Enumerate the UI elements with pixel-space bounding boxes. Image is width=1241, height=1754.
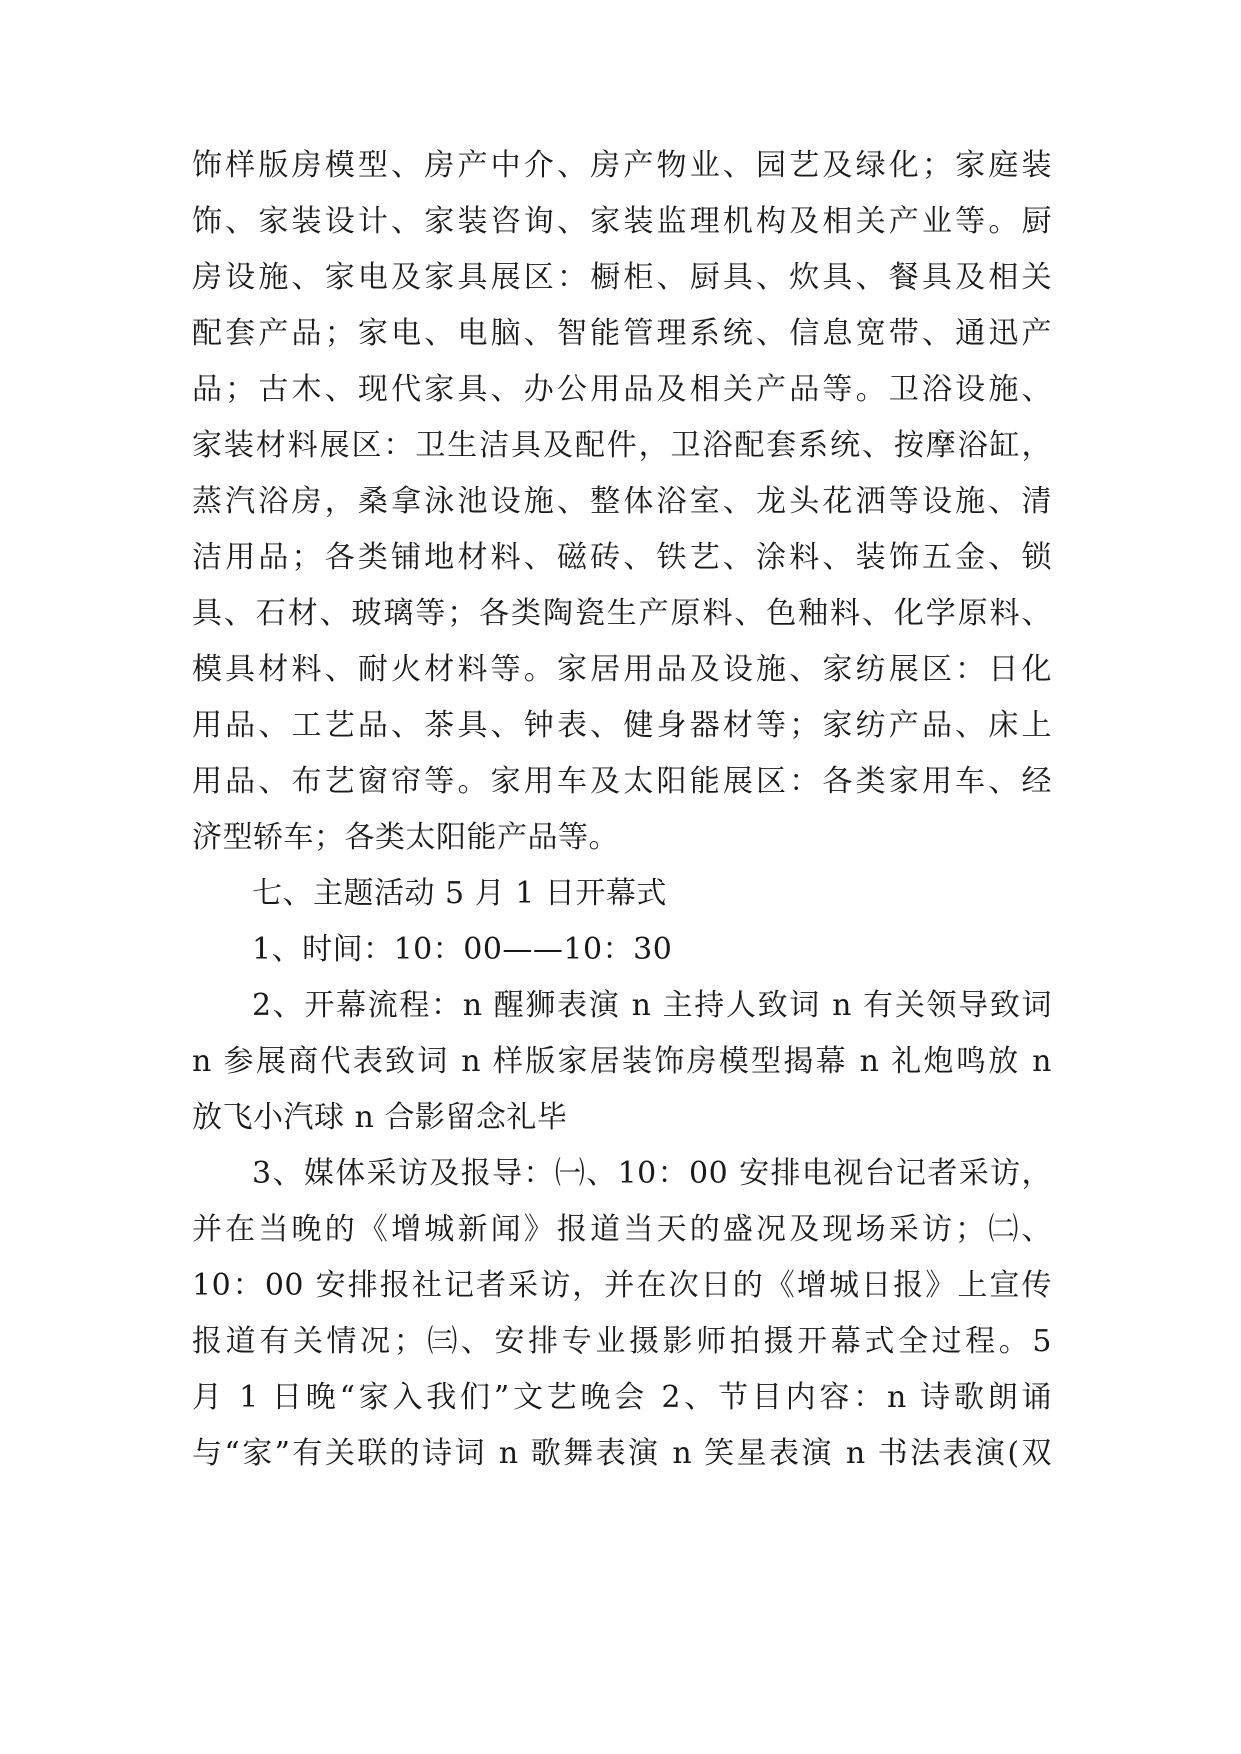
text-line: 月 1 日晚“家入我们”文艺晚会 2、节目内容：n 诗歌朗诵 <box>192 1380 1052 1415</box>
text-line: 配套产品；家电、电脑、智能管理系统、信息宽带、通迅产 <box>192 316 1052 351</box>
text-line: 报道有关情况；㈢、安排专业摄影师拍摄开幕式全过程。5 <box>192 1324 1052 1359</box>
text-line: n 参展商代表致词 n 样版家居装饰房模型揭幕 n 礼炮鸣放 n <box>192 1044 1052 1079</box>
text-line: 并在当晚的《增城新闻》报道当天的盛况及现场采访；㈡、 <box>192 1212 1052 1247</box>
text-line: 放飞小汽球 n 合影留念礼毕 <box>192 1100 568 1135</box>
text-line: 家装材料展区：卫生洁具及配件，卫浴配套系统、按摩浴缸， <box>192 428 1052 463</box>
text-line: 饰、家装设计、家装咨询、家装监理机构及相关产业等。厨 <box>192 204 1052 239</box>
text-line: 蒸汽浴房，桑拿泳池设施、整体浴室、龙头花洒等设施、清 <box>192 484 1052 519</box>
text-line: 饰样版房模型、房产中介、房产物业、园艺及绿化；家庭装 <box>192 148 1052 183</box>
text-line: 1、时间：10：00——10：30 <box>252 932 673 967</box>
text-line: 用品、工艺品、茶具、钟表、健身器材等；家纺产品、床上 <box>192 708 1052 743</box>
text-line: 具、石材、玻璃等；各类陶瓷生产原料、色釉料、化学原料、 <box>192 596 1052 631</box>
text-line: 用品、布艺窗帘等。家用车及太阳能展区：各类家用车、经 <box>192 764 1052 799</box>
text-line: 模具材料、耐火材料等。家居用品及设施、家纺展区：日化 <box>192 652 1052 687</box>
text-line: 洁用品；各类铺地材料、磁砖、铁艺、涂料、装饰五金、锁 <box>192 540 1052 575</box>
section-heading: 七、主题活动 5 月 1 日开幕式 <box>252 876 667 911</box>
text-line: 与“家”有关联的诗词 n 歌舞表演 n 笑星表演 n 书法表演(双 <box>192 1436 1052 1471</box>
text-line: 10：00 安排报社记者采访，并在次日的《增城日报》上宣传 <box>192 1268 1052 1303</box>
text-line: 品；古木、现代家具、办公用品及相关产品等。卫浴设施、 <box>192 372 1052 407</box>
text-line: 房设施、家电及家具展区：橱柜、厨具、炊具、餐具及相关 <box>192 260 1052 295</box>
text-line: 2、开幕流程：n 醒狮表演 n 主持人致词 n 有关领导致词 <box>252 988 1052 1023</box>
text-line: 济型轿车；各类太阳能产品等。 <box>192 820 619 855</box>
text-line: 3、媒体采访及报导：㈠、10：00 安排电视台记者采访， <box>252 1156 1052 1191</box>
